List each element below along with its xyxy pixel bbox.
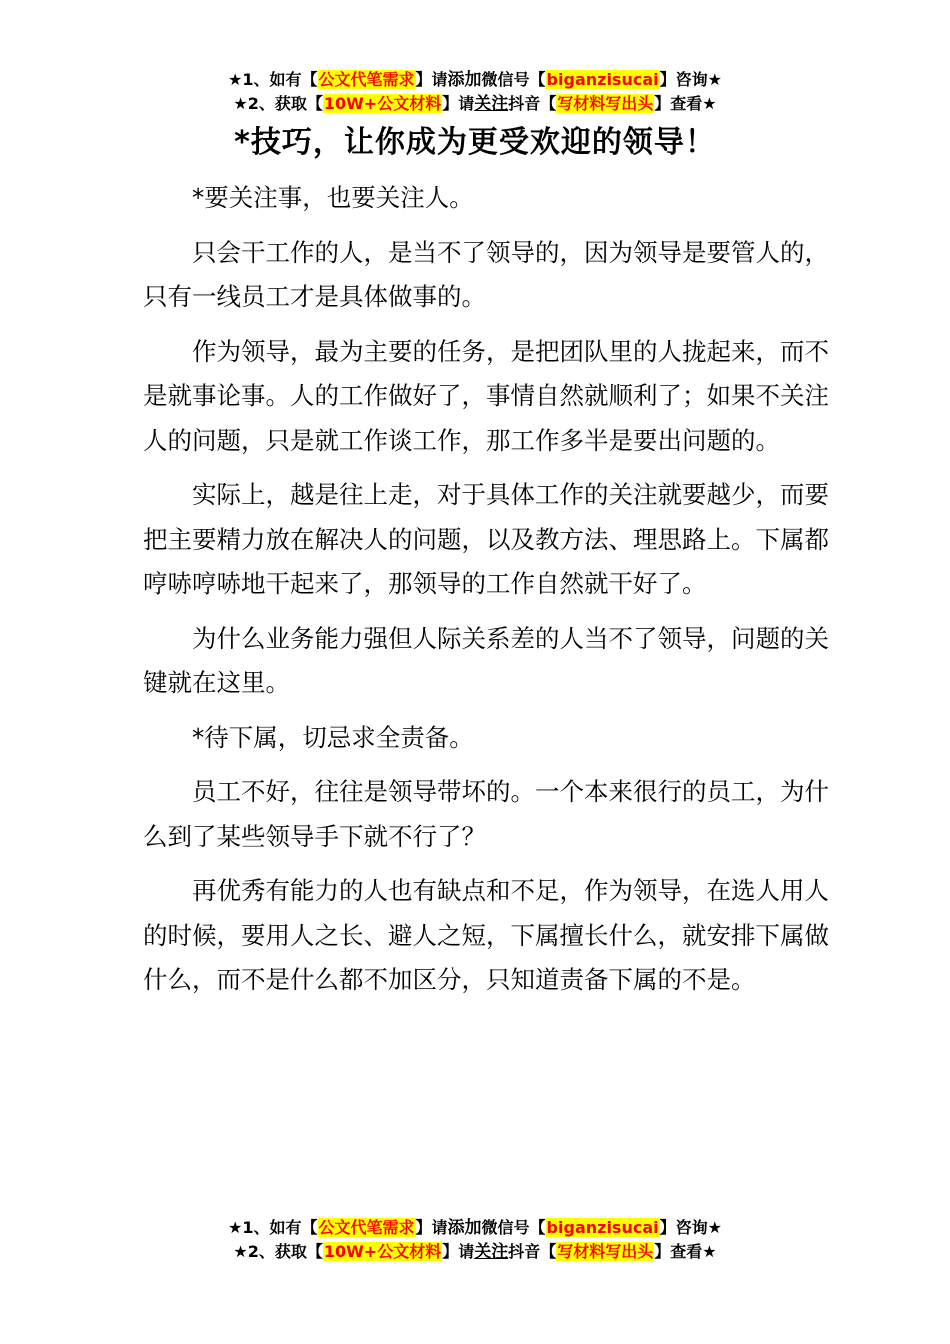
promo-text: ★1、如有【 <box>228 1218 318 1237</box>
promo-highlight-wechat-id: biganzisucai <box>546 1218 659 1237</box>
promo-text: 抖音【 <box>508 1242 557 1261</box>
promo-line-2 <box>0 92 950 116</box>
paragraph: 实际上，越是往上走，对于具体工作的关注就要越少，而要把主要精力放在解决人的问题，以及教方法、理思路上。下属都哼哧哼哧地干起来了，那领导的工作自然就干好了。 <box>143 480 829 598</box>
promo-emphasis: 添加 <box>447 70 482 90</box>
promo-text: ★2、获取【 <box>233 94 323 113</box>
document-body <box>143 176 833 1013</box>
footer-promo-banner <box>0 1216 950 1264</box>
promo-text: 】查看★ <box>654 1242 717 1261</box>
promo-highlight: 公文代笔需求 <box>318 70 415 89</box>
promo-highlight-douyin-id: 写材料写出头 <box>557 94 654 113</box>
promo-text: 】查看★ <box>654 94 717 113</box>
promo-highlight: 公文代笔需求 <box>318 1218 415 1237</box>
promo-text: 微信号【 <box>481 1218 546 1237</box>
paragraph: 再优秀有能力的人也有缺点和不足，作为领导，在选人用人的时候，要用人之长、避人之短，下属擅长什么，就安排下属做什么，而不是什么都不加区分，只知道责备下属的不是。 <box>143 876 829 994</box>
promo-emphasis: 添加 <box>447 1218 482 1238</box>
document-title: *技巧，让你成为更受欢迎的领导！ <box>234 125 716 160</box>
promo-highlight-douyin-id: 写材料写出头 <box>557 1242 654 1261</box>
promo-text: 】咨询★ <box>659 1218 722 1237</box>
promo-line-1 <box>0 68 950 92</box>
promo-emphasis: 关注 <box>474 1242 509 1262</box>
promo-emphasis: 关注 <box>474 94 509 114</box>
promo-text: ★2、获取【 <box>233 1242 323 1261</box>
paragraph: *要关注事，也要关注人。 <box>192 183 474 212</box>
paragraph: *待下属，切忌求全责备。 <box>192 722 474 752</box>
promo-highlight-wechat-id: biganzisucai <box>546 70 659 89</box>
paragraph: 只会干工作的人，是当不了领导的，因为领导是要管人的，只有一线员工才是具体做事的。 <box>143 237 829 311</box>
promo-text: 抖音【 <box>508 94 557 113</box>
promo-text: 】请 <box>442 94 475 113</box>
paragraph: 作为领导，最为主要的任务，是把团队里的人拢起来，而不是就事论事。人的工作做好了，事情自然就顺利了；如果不关注人的问题，只是就工作谈工作，那工作多半是要出问题的。 <box>143 336 829 455</box>
promo-highlight: 10W+公文材料 <box>323 94 442 113</box>
paragraph: 员工不好，往往是领导带坏的。一个本来很行的员工，为什么到了某些领导手下就不行了？ <box>143 777 829 851</box>
promo-text: 】请 <box>442 1242 475 1261</box>
promo-line-2 <box>0 1240 950 1264</box>
promo-text: 】请 <box>415 70 448 89</box>
paragraph: 为什么业务能力强但人际关系差的人当不了领导，问题的关键就在这里。 <box>143 623 829 697</box>
promo-highlight: 10W+公文材料 <box>323 1242 442 1261</box>
promo-line-1 <box>0 1216 950 1240</box>
promo-text: 】请 <box>415 1218 448 1237</box>
promo-text: 】咨询★ <box>659 70 722 89</box>
promo-text: 微信号【 <box>481 70 546 89</box>
promo-text: ★1、如有【 <box>228 70 318 89</box>
header-promo-banner <box>0 68 950 116</box>
